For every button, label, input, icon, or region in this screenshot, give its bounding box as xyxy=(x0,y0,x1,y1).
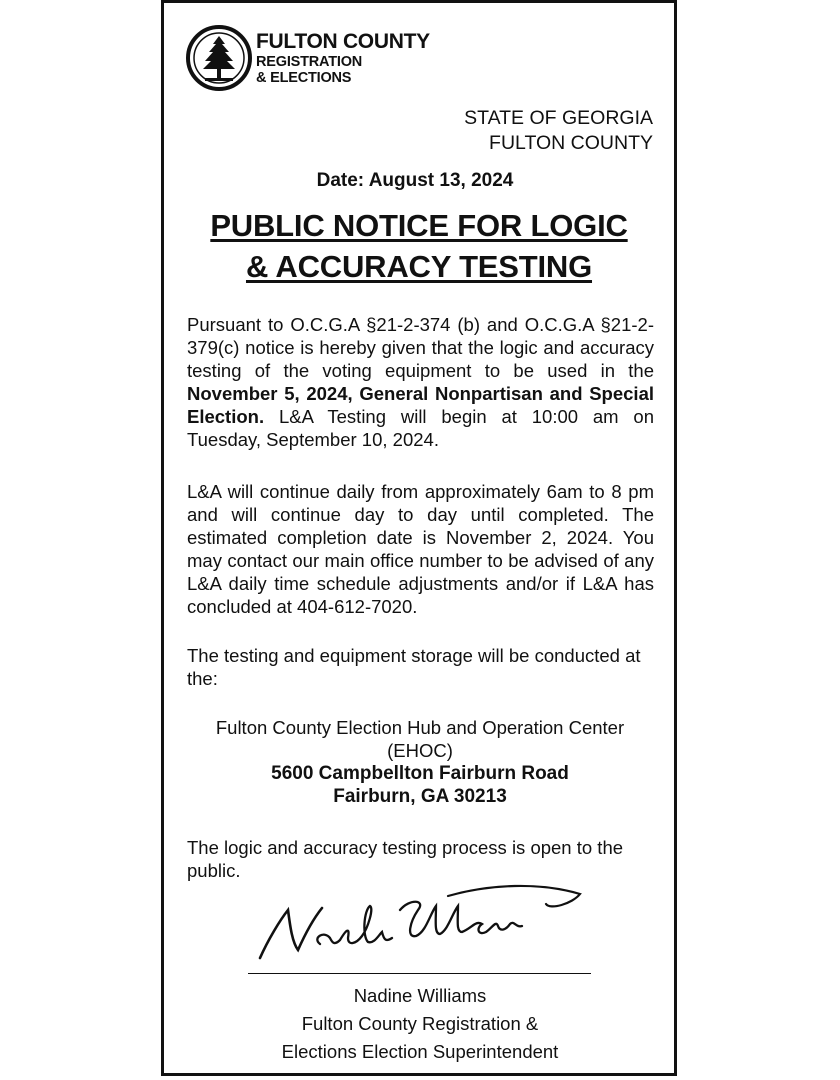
facility-abbr: (EHOC) xyxy=(387,740,453,761)
fulton-county-logo xyxy=(185,24,485,96)
p1-text-a: Pursuant to O.C.G.A §21-2-374 (b) and O.C.G.A §21-2-379(c) notice is hereby given that the logic and accuracy testing of the voting equipment to be used in the xyxy=(187,314,654,381)
jurisdiction-block xyxy=(464,106,653,156)
signer-name: Nadine Williams xyxy=(353,985,487,1006)
title-line-1: PUBLIC NOTICE FOR LOGIC xyxy=(210,208,628,243)
signature-line xyxy=(248,973,591,974)
paragraph-testing-start xyxy=(187,313,654,451)
logo-line-1: FULTON COUNTY xyxy=(256,30,430,53)
notice-date: Date: August 13, 2024 xyxy=(316,170,514,191)
county-line: FULTON COUNTY xyxy=(489,132,653,154)
street-address: 5600 Campbellton Fairburn Road xyxy=(271,763,569,784)
paragraph-public-access: The logic and accuracy testing process is open to the public. xyxy=(187,837,624,881)
facility-address xyxy=(180,716,660,808)
title-line-2: & ACCURACY TESTING xyxy=(245,249,593,284)
paragraph-location-intro: The testing and equipment storage will be conducted at the: xyxy=(187,645,641,689)
notice-title xyxy=(180,205,658,287)
state-line: STATE OF GEORGIA xyxy=(464,107,653,129)
signer-block xyxy=(180,982,660,1066)
paragraph-schedule: L&A will continue daily from approximately 6am to 8 pm and will continue day to day until completed. The estimated completion date is November 2, 2024. You may contact our main office number to be advised of any L&A daily time schedule adjustments and/or if L&A has concluded at 404-612-7020. xyxy=(187,481,654,617)
facility-name: Fulton County Election Hub and Operation Center xyxy=(215,717,625,738)
p1-election-name: November 5, 2024, General Nonpartisan and Special Election. xyxy=(187,383,654,427)
signer-title-1: Fulton County Registration & xyxy=(301,1013,539,1034)
tree-seal-icon xyxy=(185,24,253,92)
logo-line-3: & ELECTIONS xyxy=(256,69,352,86)
p1-text-b: L&A Testing will begin at 10:00 am on Tuesday, September 10, 2024. xyxy=(187,406,654,450)
signer-title-2: Elections Election Superintendent xyxy=(281,1041,559,1062)
city-state-zip: Fairburn, GA 30213 xyxy=(333,786,507,807)
logo-line-2: REGISTRATION xyxy=(256,54,363,70)
handwritten-signature xyxy=(250,880,590,970)
